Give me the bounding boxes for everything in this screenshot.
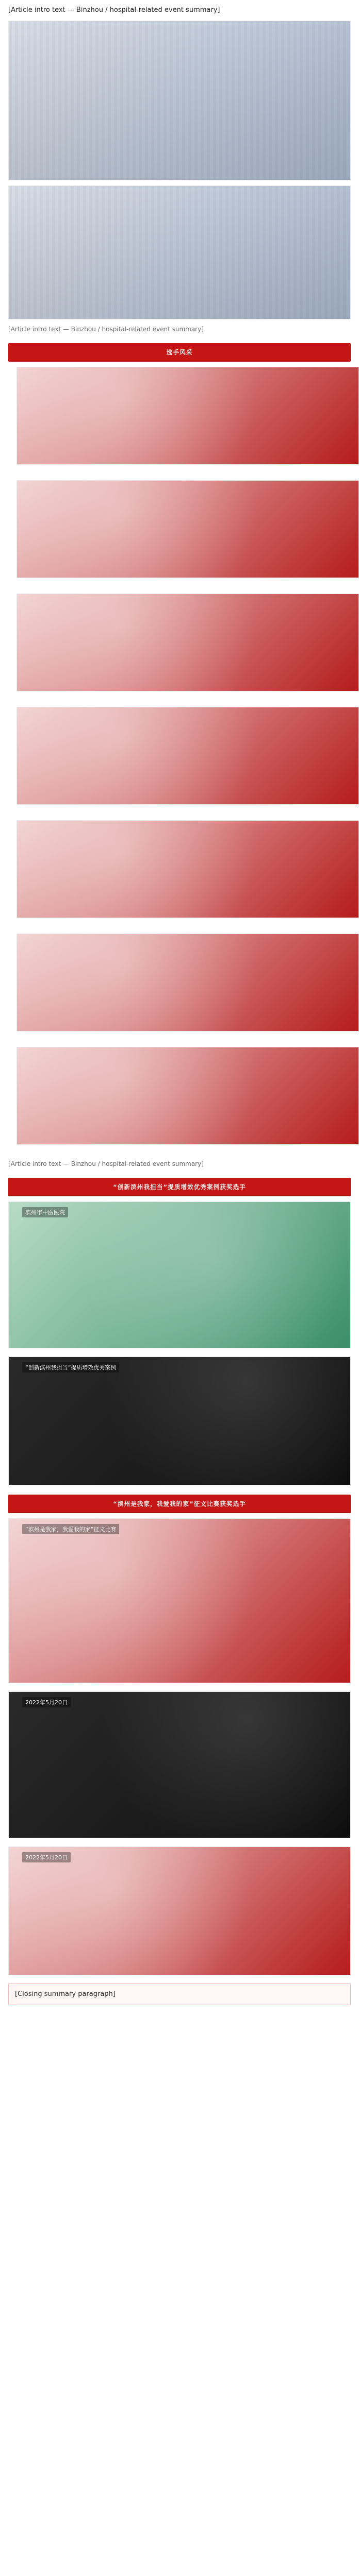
section-banner-competitor-style: [8, 343, 351, 362]
competitor-photo: [17, 707, 359, 805]
spacer: [0, 1686, 359, 1691]
award-photo: [8, 1201, 351, 1348]
section-banner-text: “滨州是我家，我爱我的家”征文比赛获奖选手: [113, 1500, 246, 1507]
image-tag-theme: “滨州是我家，我爱我的家”征文比赛: [22, 1524, 119, 1534]
group-photo: [8, 1846, 351, 1975]
hero-photo-1: [8, 21, 351, 180]
top-spacer: [0, 0, 359, 5]
image-tag-date: 2022年5月20日: [22, 1852, 71, 1862]
competitor-photos-grid: [8, 367, 351, 1154]
competitor-photo: [17, 367, 359, 465]
section-banner-innovation-cases: [8, 1178, 351, 1196]
body-paragraph: [Article intro text — Binzhou / hospital-related event summary]: [8, 1160, 204, 1167]
essay-award-photo: [8, 1691, 351, 1838]
essay-award-photo: [8, 1518, 351, 1683]
spacer: [0, 180, 359, 185]
image-tag-hospital: 滨州市中医医院: [22, 1207, 68, 1217]
closing-summary-box: [8, 1984, 351, 2005]
hero-photo-2: [8, 185, 351, 319]
section-banner-text: “创新滨州我担当”提质增效优秀案例获奖选手: [113, 1183, 246, 1191]
competitor-photo: [17, 1047, 359, 1145]
award-photo: [8, 1357, 351, 1485]
spacer: [0, 1351, 359, 1357]
competitor-photo: [17, 934, 359, 1031]
competitor-photo: [17, 820, 359, 918]
competitor-photo: [17, 594, 359, 691]
spacer: [0, 1841, 359, 1846]
bottom-spacer: [0, 2005, 359, 2014]
closing-summary-text: [Closing summary paragraph]: [15, 1990, 116, 1998]
body-paragraph: [Article intro text — Binzhou / hospital-related event summary]: [8, 326, 204, 333]
spacer: [0, 319, 359, 325]
spacer: [0, 1154, 359, 1159]
competitor-photo: [17, 480, 359, 578]
spacer: [0, 15, 359, 21]
intro-paragraph: [Article intro text — Binzhou / hospital-related event summary]: [8, 6, 220, 14]
image-tag-theme: “创新滨州我担当”提质增效优秀案例: [22, 1362, 119, 1372]
image-tag-date: 2022年5月20日: [22, 1697, 71, 1707]
section-banner-essay-contest: [8, 1495, 351, 1513]
section-banner-text: 选手风采: [166, 349, 193, 356]
